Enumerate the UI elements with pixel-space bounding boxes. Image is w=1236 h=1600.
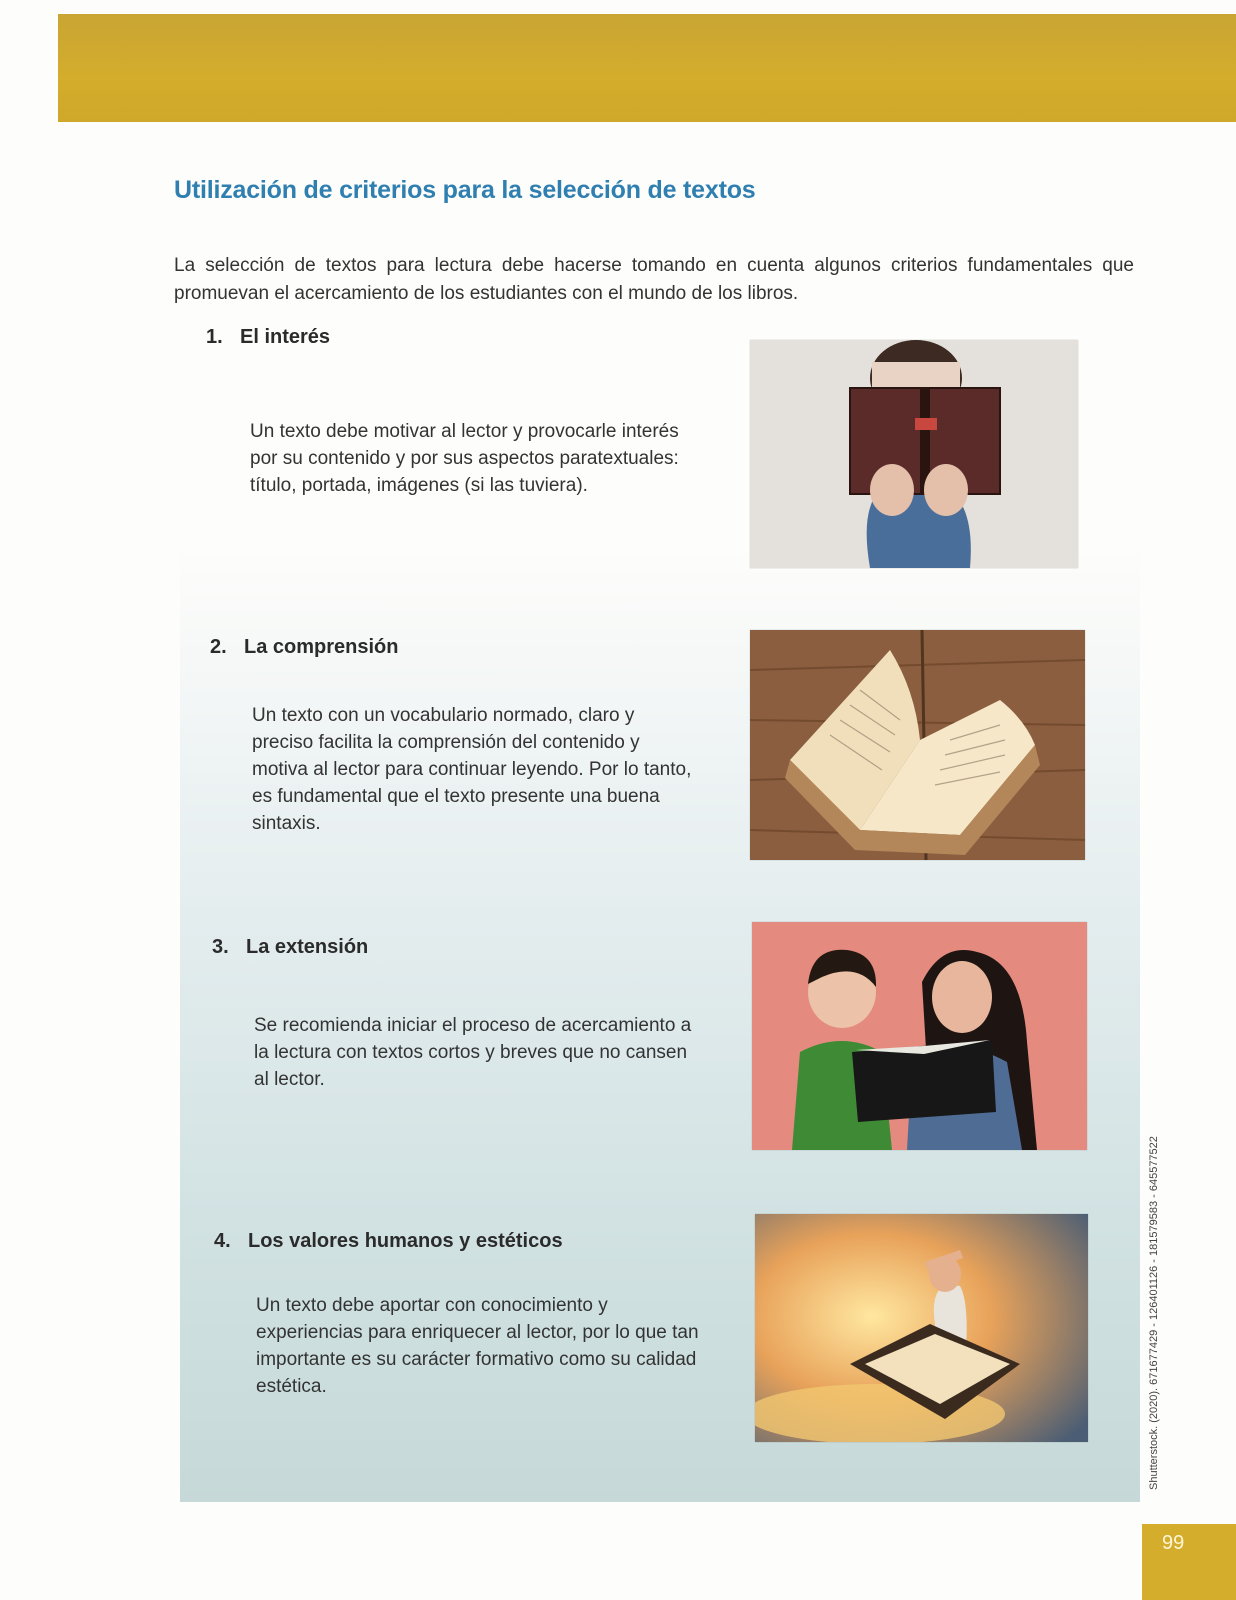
criterion-1-title: El interés (240, 326, 331, 348)
criterion-1-number: 1. (206, 326, 223, 348)
criterion-2-text: Un texto con un vocabulario normado, claro y preciso facilita la comprensión del contenido y motiva al lector para continuar leyendo. Por lo tanto, es fundamental que el texto presente una buena sintaxis. (252, 705, 692, 834)
criterion-3-heading (212, 936, 368, 959)
page-number-box (1142, 1524, 1236, 1600)
page-title: Utilización de criterios para la selección de textos (174, 176, 756, 204)
criterion-3-title: La extensión (246, 936, 369, 958)
criterion-2-heading (210, 636, 398, 659)
criterion-4-heading (214, 1230, 563, 1253)
page-number: 99 (1162, 1532, 1185, 1554)
mother-child-reading-icon (752, 922, 1087, 1150)
top-color-band (58, 14, 1236, 122)
criterion-3-text: Se recomienda iniciar el proceso de acercamiento a la lectura con textos cortos y breves que no cansen al lector. (254, 1015, 692, 1090)
criterion-1-heading (206, 326, 330, 349)
criterion-4-title: Los valores humanos y estéticos (248, 1230, 563, 1252)
image-credit: Shutterstock. (2020). 671677429 - 126401126 - 181579583 - 645577522 (1148, 1136, 1160, 1490)
criterion-2-title: La comprensión (244, 636, 399, 658)
criterion-4-number: 4. (214, 1230, 231, 1252)
criterion-4-text: Un texto debe aportar con conocimiento y experiencias para enriquecer al lector, por lo que tan importante es su carácter formativo como su calidad estética. (256, 1295, 699, 1397)
open-book-icon (750, 630, 1085, 860)
criterion-1-text: Un texto debe motivar al lector y provocarle interés por su contenido y por sus aspectos paratextuales: título, portada, imágenes (si las tuviera). (250, 421, 679, 496)
criterion-3-number: 3. (212, 936, 229, 958)
intro-paragraph: La selección de textos para lectura debe hacerse tomando en cuenta algunos criterios fundamentales que promuevan el acercamiento de los estudiantes con el mundo de los libros. (174, 255, 1134, 304)
girl-reading-book-icon (750, 340, 1078, 568)
criterion-2-number: 2. (210, 636, 227, 658)
flying-book-boy-icon (755, 1214, 1088, 1442)
